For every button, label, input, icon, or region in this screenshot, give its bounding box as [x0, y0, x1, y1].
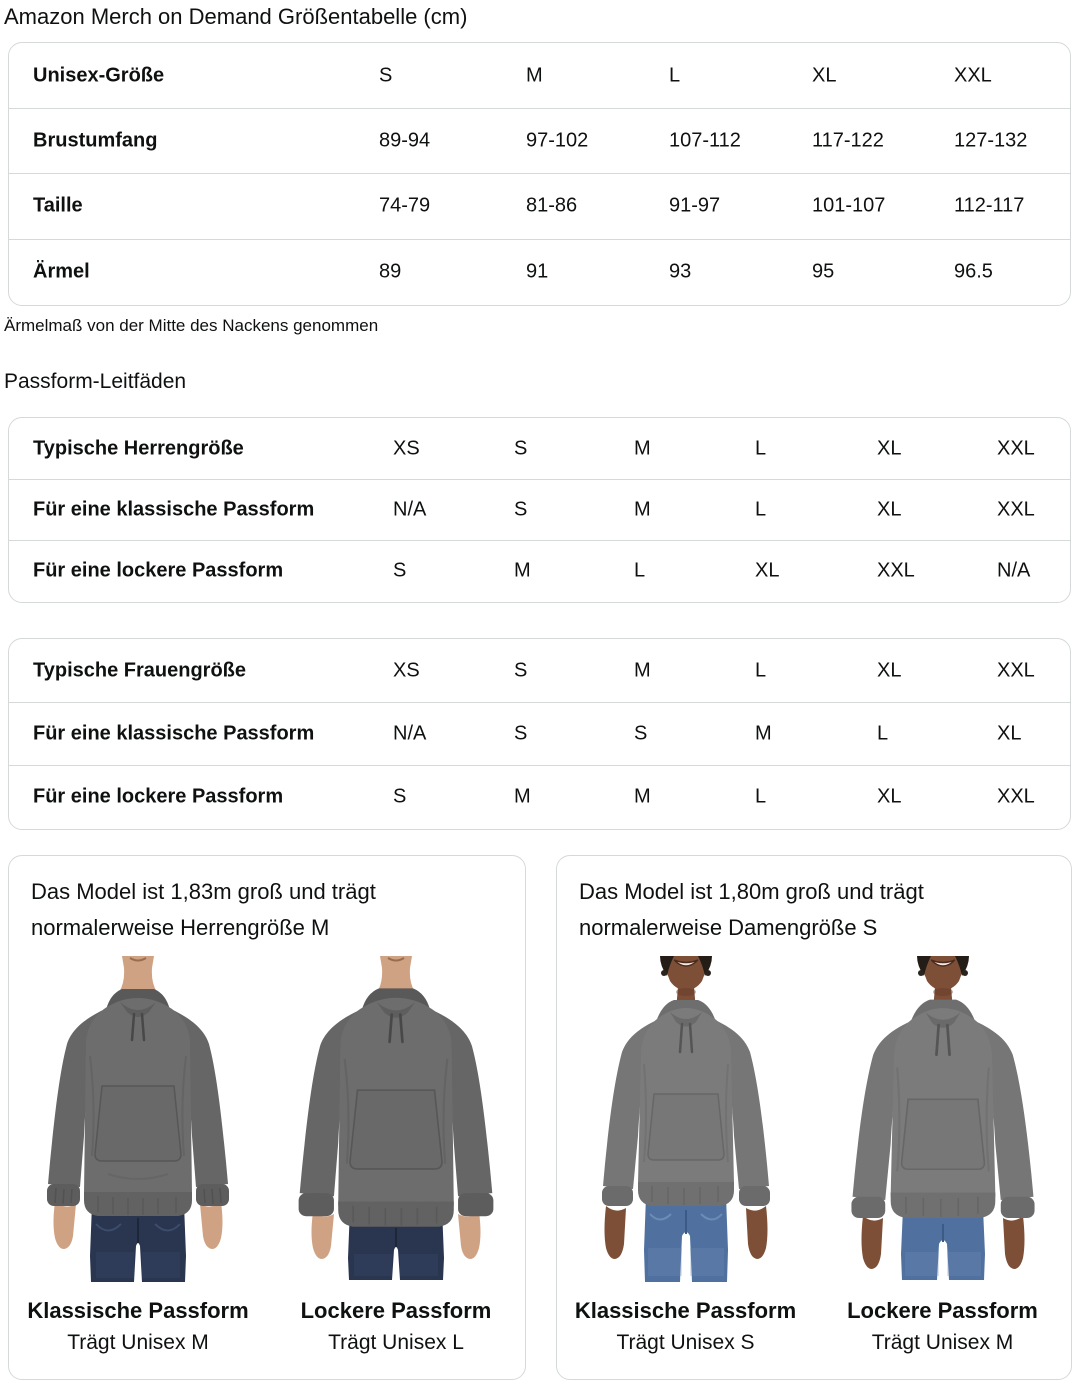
cell: 89-94	[379, 129, 431, 152]
cell: S	[514, 722, 528, 745]
hoodie	[851, 1000, 1034, 1218]
table-row	[9, 418, 1070, 479]
cell: 107-112	[669, 129, 741, 152]
fit-size: Trägt Unisex L	[328, 1331, 464, 1354]
fit-guides-heading: Passform-Leitfäden	[4, 370, 187, 393]
model-photo-man-classic	[38, 956, 238, 1288]
fit-title: Klassische Passform	[27, 1298, 249, 1323]
cell: 97-102	[526, 129, 589, 152]
size-col-header: S	[379, 64, 393, 87]
table-row	[9, 765, 1070, 828]
row-label: Taille	[33, 194, 83, 217]
cell: N/A	[393, 722, 427, 745]
cell: 74-79	[379, 194, 431, 217]
fit-size: Trägt Unisex M	[871, 1331, 1014, 1354]
cell: 127-132	[954, 129, 1028, 152]
cell: XL	[877, 785, 902, 808]
cell: L	[634, 559, 646, 582]
row-label: Ärmel	[33, 260, 90, 283]
cell: 112-117	[954, 194, 1025, 217]
cell: L	[877, 722, 889, 745]
mens-fit-guide-table	[8, 417, 1071, 603]
fit-title: Klassische Passform	[574, 1298, 797, 1323]
cell: XXL	[997, 498, 1035, 521]
cell: 95	[812, 260, 835, 283]
row-label: Für eine lockere Passform	[33, 559, 284, 582]
men-model-card	[8, 855, 526, 1380]
fit-title: Lockere Passform	[300, 1298, 492, 1323]
page-title: Amazon Merch on Demand Größentabelle (cm)	[4, 4, 468, 29]
model-photo-woman-loose	[843, 956, 1043, 1288]
men-model-photos	[9, 956, 525, 1355]
unisex-size-table	[8, 42, 1071, 306]
cell: S	[514, 498, 528, 521]
cell: N/A	[393, 498, 427, 521]
men-model-description: Das Model ist 1,83m groß und trägt normalerweise Herrengröße M	[31, 879, 376, 940]
womens-fit-guide-table	[8, 638, 1071, 830]
cell: 91-97	[669, 194, 721, 217]
cell: L	[755, 659, 767, 681]
table-row-waist	[9, 173, 1070, 238]
hoodie	[299, 988, 494, 1226]
table-row-sleeve	[9, 239, 1070, 304]
row-label: Unisex-Größe	[33, 64, 165, 87]
cell: XL	[755, 559, 780, 582]
women-model-card	[556, 855, 1072, 1380]
row-label: Für eine klassische Passform	[33, 722, 315, 745]
cell: N/A	[997, 559, 1031, 582]
size-col-header: L	[669, 64, 681, 87]
cell: XL	[877, 437, 902, 459]
cell: L	[755, 437, 767, 459]
cell: M	[514, 785, 531, 808]
women-model-description: Das Model ist 1,80m groß und trägt normalerweise Damengröße S	[579, 879, 924, 940]
cell: M	[634, 785, 651, 808]
size-col-header: M	[526, 64, 543, 87]
cell: 91	[526, 260, 549, 283]
cell: M	[755, 722, 772, 745]
men-loose-fit-figure	[278, 956, 514, 1355]
cell: M	[514, 559, 531, 582]
table-row-chest	[9, 108, 1070, 173]
size-col-header: XL	[812, 64, 837, 87]
cell: 93	[669, 260, 692, 283]
row-label: Typische Herrengröße	[33, 437, 244, 459]
cell: M	[634, 437, 651, 459]
cell: XL	[997, 722, 1022, 745]
jeans	[644, 1196, 728, 1282]
cell: XXL	[877, 559, 915, 582]
table-row	[9, 702, 1070, 765]
cell: XL	[877, 659, 902, 681]
women-classic-fit-figure	[568, 956, 804, 1355]
cell: S	[393, 785, 407, 808]
cell: XS	[393, 659, 420, 681]
cell: XXL	[997, 785, 1035, 808]
size-col-header: XXL	[954, 64, 992, 87]
men-classic-fit-figure	[20, 956, 256, 1355]
cell: 96.5	[954, 260, 993, 283]
cell: M	[634, 659, 651, 681]
jeans	[901, 1208, 985, 1280]
cell: 101-107	[812, 194, 886, 217]
cell: 89	[379, 260, 402, 283]
hoodie	[602, 1000, 770, 1206]
women-model-photos	[557, 956, 1071, 1355]
cell: L	[755, 785, 767, 808]
cell: XL	[877, 498, 902, 521]
cell: 117-122	[812, 129, 884, 152]
hoodie	[47, 989, 229, 1216]
row-label: Für eine lockere Passform	[33, 785, 284, 808]
fit-size: Trägt Unisex S	[616, 1331, 755, 1354]
cell: S	[393, 559, 407, 582]
fit-title: Lockere Passform	[847, 1298, 1038, 1323]
table-row	[9, 540, 1070, 601]
table-row	[9, 639, 1070, 702]
table-row	[9, 479, 1070, 540]
cell: S	[634, 722, 648, 745]
cell: XXL	[997, 437, 1035, 459]
row-label: Für eine klassische Passform	[33, 498, 315, 521]
cell: S	[514, 659, 528, 681]
cell: L	[755, 498, 767, 521]
cell: XXL	[997, 659, 1035, 681]
fit-size: Trägt Unisex M	[67, 1331, 209, 1354]
model-photo-woman-classic	[586, 956, 786, 1288]
cell: XS	[393, 437, 420, 459]
women-loose-fit-figure	[825, 956, 1061, 1355]
row-label: Brustumfang	[33, 129, 158, 152]
sleeve-measure-footnote: Ärmelmaß von der Mitte des Nackens genommen	[4, 316, 379, 335]
row-label: Typische Frauengröße	[33, 659, 247, 681]
cell: S	[514, 437, 528, 459]
cell: 81-86	[526, 194, 578, 217]
table-header-row	[9, 43, 1070, 108]
cell: M	[634, 498, 651, 521]
model-photo-man-loose	[296, 956, 496, 1288]
